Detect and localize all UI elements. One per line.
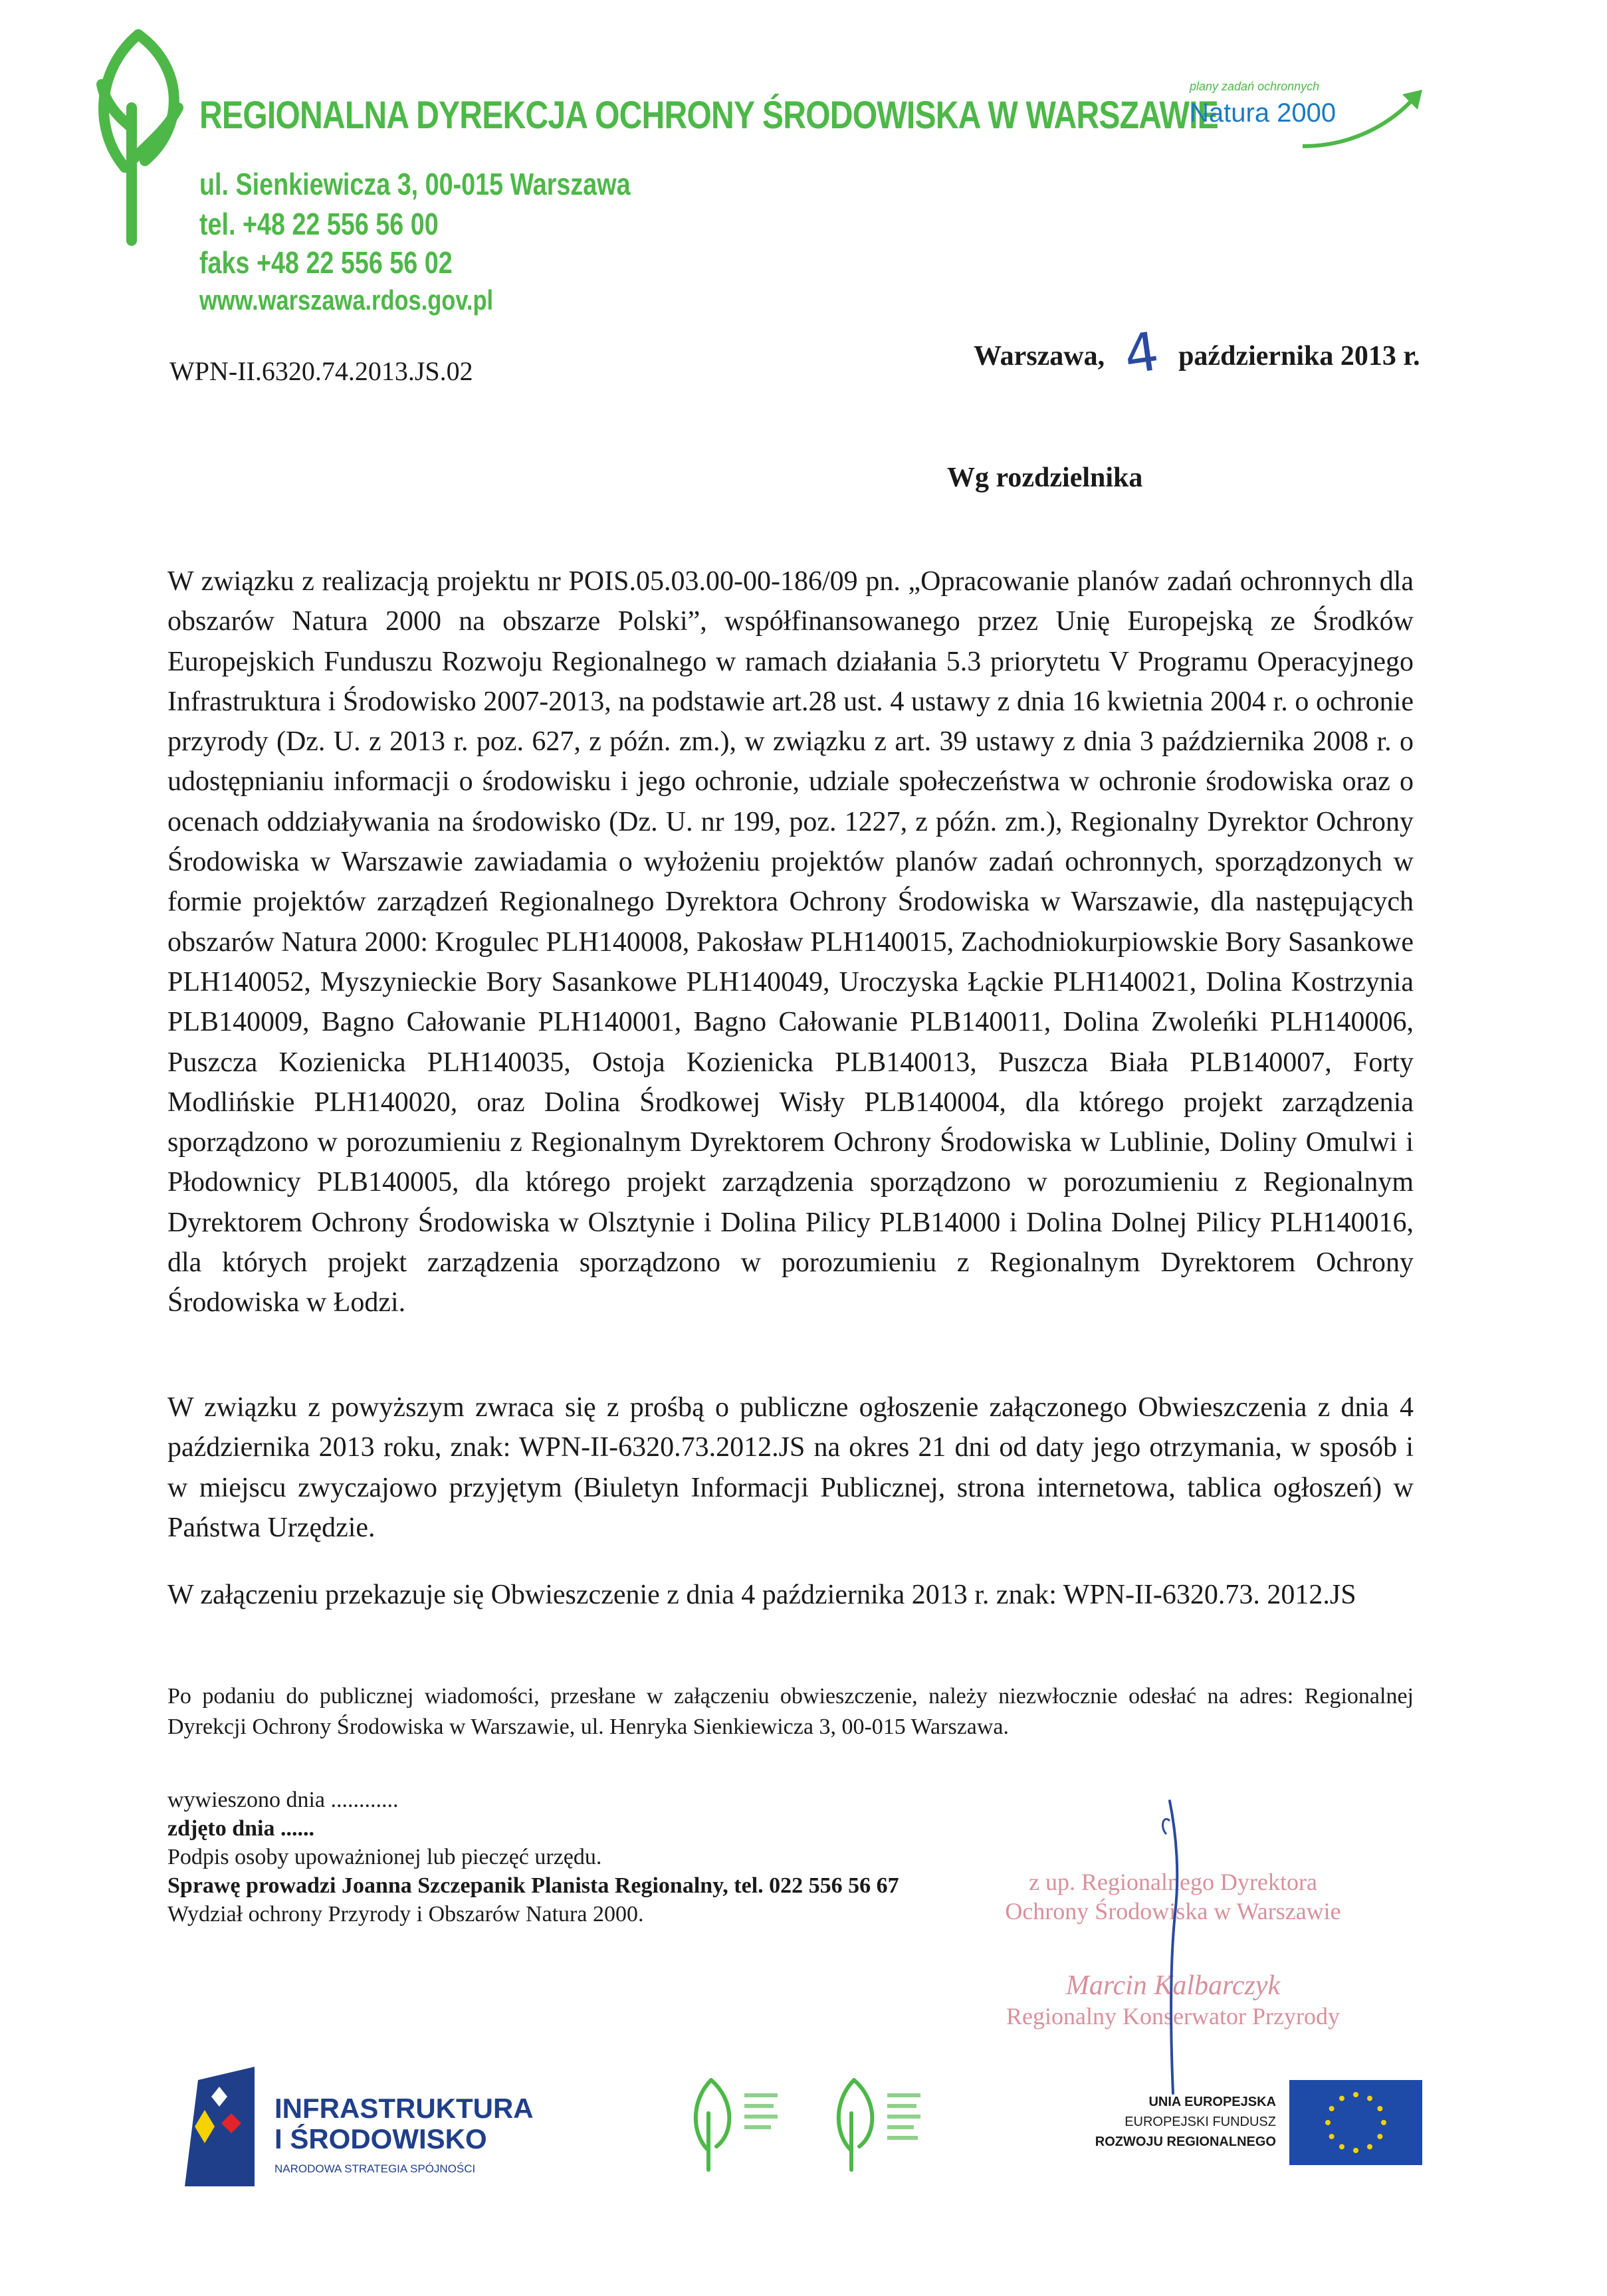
organization-name: REGIONALNA DYREKCJA OCHRONY ŚRODOWISKA W WARSZAWIE: [199, 94, 1218, 137]
address-line: ul. Sienkiewicza 3, 00-015 Warszawa: [199, 167, 631, 201]
website-link[interactable]: www.warszawa.rdos.gov.pl: [199, 284, 494, 316]
eu-star-icon: [1339, 2144, 1344, 2149]
phone-line: tel. +48 22 556 56 00: [199, 207, 439, 241]
eu-star-icon: [1367, 2096, 1372, 2101]
ois-title-line-2: I ŚRODOWISKO: [274, 2123, 487, 2154]
arrow-icon: [1296, 86, 1429, 153]
eu-star-icon: [1339, 2096, 1344, 2101]
signer-title: Regionalny Konserwator Przyrody: [1006, 2003, 1340, 2030]
handled-by: Sprawę prowadzi Joanna Szczepanik Planista Regionalny, tel. 022 556 56 67: [167, 1873, 899, 1898]
eu-line-2: EUROPEJSKI FUNDUSZ: [1125, 2115, 1276, 2129]
removed-date: zdjęto dnia ......: [167, 1816, 314, 1841]
rdos-leaf-mini-logo-1: [685, 2073, 798, 2173]
eu-star-icon: [1377, 2134, 1382, 2139]
date-month-year: października 2013 r.: [1178, 341, 1420, 371]
eu-star-icon: [1329, 2134, 1335, 2139]
rdos-leaf-mini-logo-2: [827, 2073, 940, 2173]
natura-label: Natura 2000: [1190, 98, 1337, 128]
leaf-logo-icon: [85, 28, 191, 247]
eu-line-3: ROZWOJU REGIONALNEGO: [1095, 2135, 1276, 2149]
authority-stamp-line-2: Ochrony Środowiska w Warszawie: [1005, 1898, 1341, 1925]
return-note: Po podaniu do publicznej wiadomości, przesłane w załączeniu obwieszczenie, należy niezwłocznie odesłać na adres: Regionalnej Dyrekcji Ochrony Środowiska w Warszawie, ul. Henryka Sienkiewicza 3, 00-015 Warszawa.: [167, 1684, 1414, 1739]
eu-star-icon: [1367, 2144, 1372, 2149]
department: Wydział ochrony Przyrody i Obszarów Natura 2000.: [167, 1902, 644, 1927]
eu-line-1: UNIA EUROPEJSKA: [1148, 2095, 1276, 2109]
handwritten-signature: [1143, 1794, 1210, 2100]
eu-star-icon: [1353, 2148, 1358, 2153]
date-day: 4: [1120, 320, 1163, 387]
eu-star-icon: [1325, 2120, 1331, 2125]
ois-stars-icon: [185, 2067, 265, 2186]
addressee: Wg rozdzielnika: [947, 463, 1143, 493]
fax-line: faks +48 22 556 56 02: [199, 245, 453, 280]
body-paragraph-1: W związku z realizacją projektu nr POIS.05.03.00-00-186/09 pn. „Opracowanie planów zadań ochronnych dla obszarów Natura 2000 na obszarze Polski”, współfinansowanego przez Unię Europejską ze Środków Europejskich Funduszu Rozwoju Regionalnego w ramach działania 5.3 priorytetu V Programu Operacyjnego Infrastruktura i Środowisko 2007-2013, na podstawie art.28 ust. 4 ustawy z dnia 16 kwietnia 2004 r. o ochronie przyrody (Dz. U. z 2013 r. poz. 627, z późn. zm.), w związku z art. 39 ustawy z dnia 3 października 2008 r. o udostępnianiu informacji o środowisku i jego ochronie, udziale społeczeństwa w ochronie środowiska oraz o ocenach oddziaływania na środowisko (Dz. U. nr 199, poz. 1227, z późn. zm.), Regionalny Dyrektor Ochrony Środowiska w Warszawie zawiadamia o wyłożeniu projektów planów zadań ochronnych, sporządzonych w formie projektów zarządzeń Regionalnego Dyrektora Ochrony Środowiska w Warszawie, dla następujących obszarów Natura 2000: Krogulec PLH140008, Pakosław PLH140015, Zachodniokurpiowskie Bory Sasankowe PLH140052, Myszynieckie Bory Sasankowe PLH140049, Uroczyska Łąckie PLH140021, Dolina Kostrzynia PLB140009, Bagno Całowanie PLH140001, Bagno Całowanie PLB140011, Dolina Zwoleńki PLH140006, Puszcza Kozienicka PLH140035, Ostoja Kozienicka PLB140013, Puszcza Biała PLB140007, Forty Modlińskie PLH140020, oraz Dolina Środkowej Wisły PLB140004, dla którego projekt zarządzenia sporządzono w porozumieniu z Regionalnym Dyrektorem Ochrony Środowiska w Lublinie, Doliny Omulwi i Płodownicy PLB140005, dla którego projekt zarządzenia sporządzono w porozumieniu z Regionalnym Dyrektorem Ochrony Środowiska w Olsztynie i Dolina Pilicy PLB14000 i Dolina Dolnej Pilicy PLH140016, dla których projekt zarządzenia sporządzono w porozumieniu z Regionalnym Dyrektorem Ochrony Środowiska w Łodzi.: [167, 566, 1414, 1318]
body-paragraph-3: W załączeniu przekazuje się Obwieszczenie z dnia 4 października 2013 r. znak: WPN-II-6320.73. 2012.JS: [167, 1580, 1356, 1610]
ois-title-line-1: INFRASTRUKTURA: [274, 2093, 534, 2124]
signer-name: Marcin Kalbarczyk: [1065, 1970, 1281, 2001]
posted-date: wywieszono dnia ............: [167, 1788, 399, 1812]
natura-tagline: plany zadań ochronnych: [1190, 80, 1320, 93]
eu-star-icon: [1329, 2106, 1335, 2111]
signature-instruction: Podpis osoby upoważnionej lub pieczęć urzędu.: [167, 1845, 602, 1869]
eu-flag-icon: [1289, 2080, 1422, 2165]
authority-stamp-line-1: z up. Regionalnego Dyrektora: [1029, 1869, 1317, 1895]
case-reference: WPN-II.6320.74.2013.JS.02: [169, 356, 473, 386]
date-line: [974, 320, 1420, 387]
date-city: Warszawa,: [974, 341, 1105, 371]
ois-subtitle: NARODOWA STRATEGIA SPÓJNOŚCI: [274, 2162, 476, 2175]
body-paragraph-2: W związku z powyższym zwraca się z prośbą o publiczne ogłoszenie załączonego Obwieszczenia z dnia 4 października 2013 roku, znak: WPN-II-6320.73.2012.JS na okres 21 dni od daty jego otrzymania, w sposób i w miejscu zwyczajowo przyjętym (Biuletyn Informacji Publicznej, strona internetowa, tablica ogłoszeń) w Państwa Urzędzie.: [167, 1392, 1414, 1543]
eu-fund-logo: [1077, 2080, 1422, 2173]
natura-2000-logo: [1190, 80, 1429, 153]
eu-star-icon: [1377, 2106, 1382, 2111]
eu-star-icon: [1353, 2092, 1358, 2097]
infrastruktura-srodowisko-logo: [185, 2067, 570, 2200]
eu-star-icon: [1381, 2120, 1386, 2125]
